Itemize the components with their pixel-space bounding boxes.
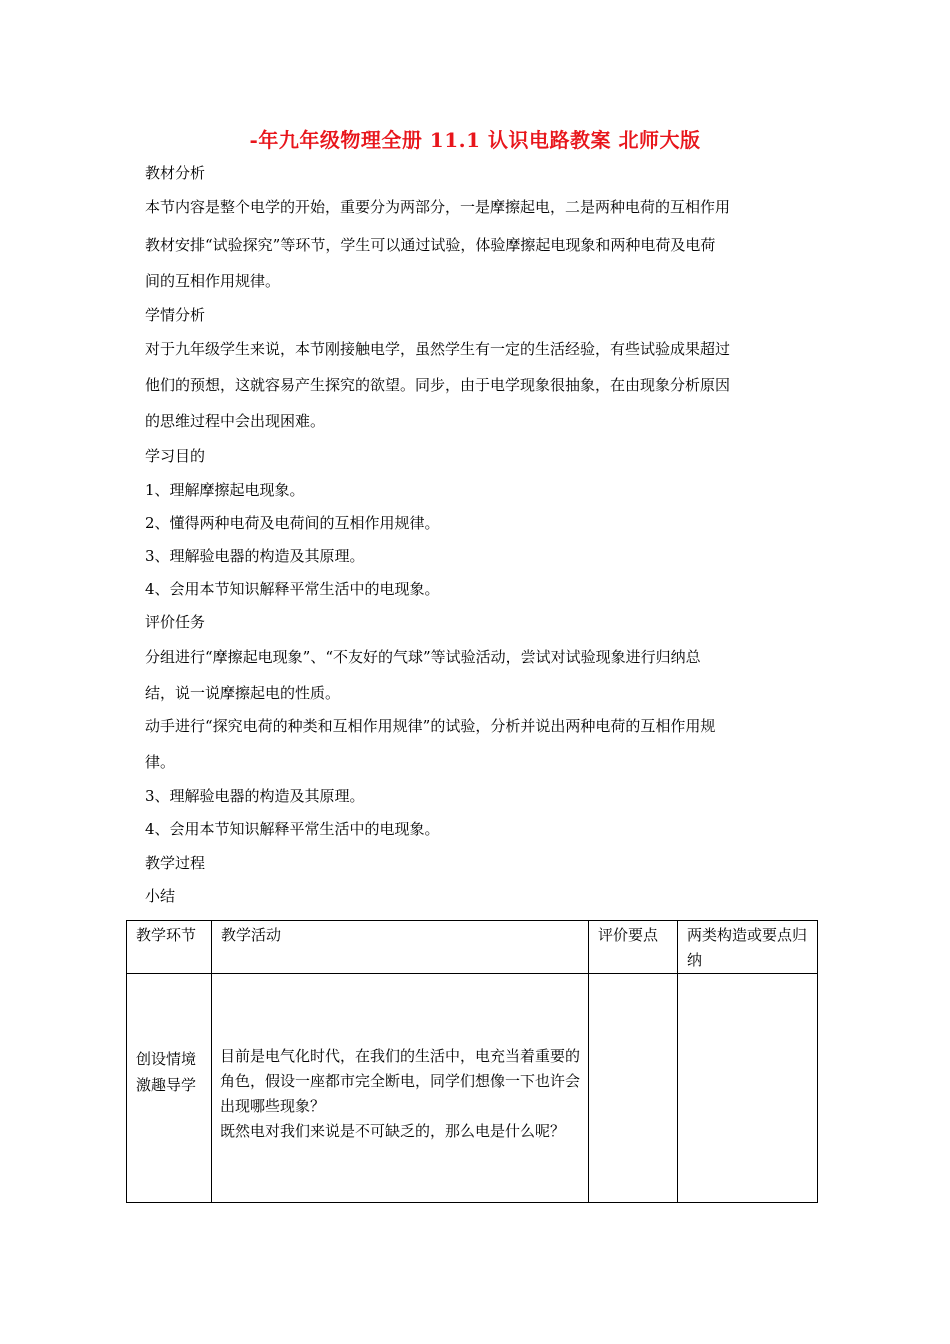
table-header-cell — [589, 921, 678, 974]
stage-text: 创设情境激趣导学 — [136, 1050, 197, 1094]
section-heading-students: 学情分析 — [145, 306, 206, 324]
list-item: 3、理解验电器的构造及其原理。 — [145, 787, 365, 805]
table-cell — [589, 974, 678, 1203]
paragraph-line: 结，说一说摩擦起电的性质。 — [145, 684, 341, 702]
list-item: 4、会用本节知识解释平常生活中的电现象。 — [145, 580, 440, 598]
table-header-cell — [127, 921, 212, 974]
table-header-cell — [678, 921, 818, 974]
paragraph-line: 动手进行“探究电荷的种类和互相作用规律”的试验，分析并说出两种电荷的互相作用规 — [145, 717, 716, 735]
table-header-row — [127, 921, 818, 974]
list-item: 4、会用本节知识解释平常生活中的电现象。 — [145, 820, 440, 838]
list-item: 3、理解验电器的构造及其原理。 — [145, 547, 365, 565]
paragraph-line: 律。 — [145, 753, 176, 771]
table-cell — [127, 974, 212, 1203]
header-evaluation: 评价要点 — [598, 926, 659, 944]
list-item: 2、懂得两种电荷及电荷间的互相作用规律。 — [145, 514, 440, 532]
section-heading-goals: 学习目的 — [145, 447, 206, 465]
paragraph-line: 本节内容是整个电学的开始，重要分为两部分，一是摩擦起电，二是两种电荷的互相作用 — [145, 198, 731, 216]
paragraph-line: 对于九年级学生来说，本节刚接触电学，虽然学生有一定的生活经验，有些试验成果超过 — [145, 340, 731, 358]
table-header-cell — [212, 921, 589, 974]
table-cell — [678, 974, 818, 1203]
section-heading-process: 教学过程 — [145, 854, 206, 872]
section-heading-material: 教材分析 — [145, 164, 206, 182]
paragraph-line: 的思维过程中会出现困难。 — [145, 412, 326, 430]
paragraph-line: 教材安排“试验探究”等环节，学生可以通过试验，体验摩擦起电现象和两种电荷及电荷 — [145, 236, 716, 254]
table-row — [127, 974, 818, 1203]
section-heading-summary: 小结 — [145, 887, 176, 905]
paragraph-line: 他们的预想，这就容易产生探究的欲望。同步，由于电学现象很抽象，在由现象分析原因 — [145, 376, 731, 394]
activity-paragraph: 目前是电气化时代，在我们的生活中，电充当着重要的角色，假设一座都市完全断电，同学们想像一下也许会出现哪些现象？ — [220, 1047, 581, 1115]
paragraph-line: 间的互相作用规律。 — [145, 272, 281, 290]
document-title: -年九年级物理全册 11.1 认识电路教案 北师大版 — [249, 128, 701, 152]
table-cell — [212, 974, 589, 1203]
header-summary: 两类构造或要点归纳 — [687, 926, 808, 969]
header-stage: 教学环节 — [136, 926, 197, 944]
paragraph-line: 分组进行“摩擦起电现象”、“不友好的气球”等试验活动，尝试对试验现象进行归纳总 — [145, 648, 701, 666]
list-item: 1、理解摩擦起电现象。 — [145, 481, 305, 499]
section-heading-tasks: 评价任务 — [145, 613, 206, 631]
header-activity: 教学活动 — [221, 926, 282, 944]
activity-paragraph: 既然电对我们来说是不可缺乏的，那么电是什么呢？ — [220, 1122, 566, 1140]
lesson-table — [126, 920, 818, 1203]
